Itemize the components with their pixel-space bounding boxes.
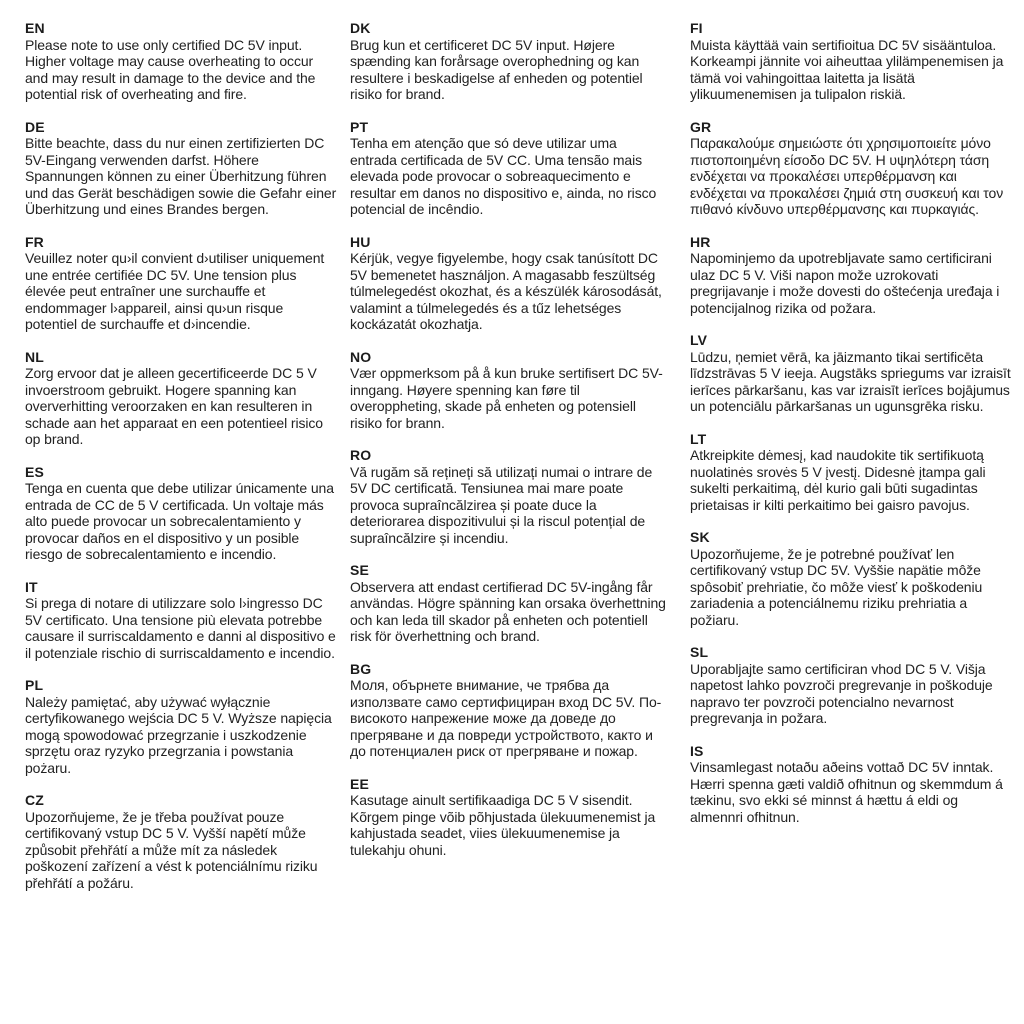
language-section-pl — [25, 677, 337, 776]
language-section-fi — [690, 20, 1012, 103]
warning-text: Please note to use only certified DC 5V input. Higher voltage may cause overheating to occur and may result in damage to the device and the potential risk of overheating and fire. — [25, 36, 316, 102]
warning-text: Kasutage ainult sertifikaadiga DC 5 V sisendit. Kõrgem pinge võib põhjustada ülekuumenemist ja kahjustada seadet, viies ülekuumenemise ja tulekahju ohuni. — [350, 792, 656, 858]
warning-column-1 — [25, 20, 337, 907]
language-code-label: HR — [690, 233, 711, 250]
warning-text: Vinsamlegast notaðu aðeins vottað DC 5V inntak. Hærri spenna gæti valdið ofhitnun og skemmdum á tækinu, svo ekki sé minnst á hættu á eldi og almennri ofhitnun. — [690, 759, 1003, 825]
language-code-label: FR — [25, 233, 44, 250]
language-section-se — [350, 562, 666, 645]
warning-text: Lūdzu, ņemiet vērā, ka jāizmanto tikai sertificēta līdzstrāvas 5 V ieeja. Augstāks spriegums var izraisīt ierīces pārkaršanu, kas var izraisīt ierīces bojājumus un potenciālu pārkaršanas un ugunsgrēka risku. — [690, 348, 1011, 414]
language-section-hu — [350, 234, 666, 333]
language-code-label: DE — [25, 118, 45, 135]
warning-text: Bitte beachte, dass du nur einen zertifizierten DC 5V-Eingang verwenden darfst. Höhere Spannungen können zu einer Überhitzung führen und das Gerät beschädigen sowie die Gefahr einer Überhitzung und eines Brandes bergen. — [25, 135, 337, 217]
warning-text: Muista käyttää vain sertifioitua DC 5V sisääntuloa. Korkeampi jännite voi aiheuttaa ylilämpenemisen ja tämä voi vahingoittaa laitetta ja lisätä ylikuumenemisen ja tulipalon riskiä. — [690, 36, 1004, 102]
language-code-label: PL — [25, 677, 44, 693]
warning-text: Observera att endast certifierad DC 5V-ingång får användas. Högre spänning kan orsaka överhettning och kan leda till skador på enheten och potentiell risk för överhettning och brand. — [350, 578, 666, 644]
language-section-lv — [690, 332, 1012, 415]
language-code-label: DK — [350, 20, 371, 36]
language-section-en — [25, 20, 337, 103]
language-code-label: PT — [350, 118, 369, 135]
language-code-label: IT — [25, 578, 38, 595]
language-section-nl — [25, 349, 337, 448]
warning-text: Veuillez noter qu›il convient d›utiliser uniquement une entrée certifiée DC 5V. Une tension plus élevée peut entraîner une surchauffe et endommager l›appareil, ainsi qu›un risque potentiel de surchauffe et d›incendie. — [25, 250, 325, 332]
language-section-sl — [690, 644, 1012, 727]
warning-text: Παρακαλούμε σημειώστε ότι χρησιμοποιείτε μόνο πιστοποιημένη είσοδο DC 5V. Η υψηλότερη τάση ενδέχεται να προκαλέσει υπερθέρμανση και ενδέχεται να προκαλέσει ζημιά στη συσκευή και τον πιθανό κίνδυνο υπερθέρμανσης και πυρκαγιάς. — [690, 135, 1004, 217]
language-code-label: IS — [690, 742, 704, 759]
language-code-label: GR — [690, 118, 712, 135]
warning-text: Vă rugăm să rețineți să utilizați numai o intrare de 5V DC certificată. Tensiunea mai mare poate provoca supraîncălzirea și poate duce la deteriorarea dispozitivului și la riscul potențial de supraîncălzire și incendiu. — [350, 463, 653, 546]
warning-text: Tenha em atenção que só deve utilizar uma entrada certificada de 5V CC. Uma tensão mais elevada pode provocar o sobreaquecimento e resultar em danos no dispositivo e, ainda, no risco potencial de incêndio. — [350, 135, 657, 217]
warning-text: Si prega di notare di utilizzare solo l›ingresso DC 5V certificato. Una tensione più elevata potrebbe causare il surriscaldamento e danni al dispositivo e il potenziale rischio di surriscaldamento e incendio. — [25, 595, 336, 661]
warning-text: Tenga en cuenta que debe utilizar únicamente una entrada de CC de 5 V certificada. Un voltaje más alto puede provocar un sobrecalentamiento y provocar daños en el dispositivo y un posible riesgo de sobrecalentamiento e incendio. — [25, 480, 334, 562]
language-code-label: EN — [25, 20, 45, 36]
warning-text: Napominjemo da upotrebljavate samo certificirani ulaz DC 5 V. Viši napon može uzrokovati pregrijavanje i može dovesti do oštećenja uređaja i potencijalnog rizika od požara. — [690, 250, 1000, 316]
language-section-gr — [690, 119, 1012, 218]
language-code-label: LT — [690, 430, 707, 447]
language-section-hr — [690, 234, 1012, 317]
warning-text: Моля, обърнете внимание, че трябва да използвате само сертифициран вход DC 5V. По-високото напрежение може да доведе до прегряване и да повреди устройството, както и до потенциален риск от прегряване и пожар. — [350, 677, 662, 759]
language-code-label: NO — [350, 348, 372, 365]
warning-text: Zorg ervoor dat je alleen gecertificeerde DC 5 V invoerstroom gebruikt. Hogere spanning kan oververhitting veroorzaken en kan resulteren in schade aan het apparaat en een potentieel risico op brand. — [25, 365, 323, 447]
warning-text: Uporabljajte samo certificiran vhod DC 5 V. Višja napetost lahko povzroči pregrevanje in poškoduje napravo ter povzroči potencialno nevarnost pregrevanja in požara. — [690, 660, 993, 726]
language-code-label: NL — [25, 348, 44, 365]
language-section-no — [350, 349, 666, 432]
language-section-dk — [350, 20, 666, 103]
language-section-cz — [25, 792, 337, 891]
language-section-is — [690, 743, 1012, 826]
language-code-label: SL — [690, 644, 709, 660]
warning-column-2 — [350, 20, 666, 874]
language-section-pt — [350, 119, 666, 218]
language-section-sk — [690, 529, 1012, 628]
language-section-es — [25, 464, 337, 563]
language-code-label: FI — [690, 20, 703, 36]
warning-text: Upozorňujeme, že je potrebné používať len certifikovaný vstup DC 5V. Vyššie napätie môže spôsobiť prehriatie, čo môže viesť k poškodeniu zariadenia a potenciálnemu riziku prehriatia a požiaru. — [690, 545, 983, 628]
language-code-label: BG — [350, 660, 372, 677]
warning-column-3 — [690, 20, 1012, 841]
language-code-label: ES — [25, 463, 44, 480]
language-code-label: EE — [350, 775, 369, 792]
language-section-fr — [25, 234, 337, 333]
language-section-ro — [350, 447, 666, 546]
language-code-label: SE — [350, 562, 369, 578]
language-code-label: CZ — [25, 792, 44, 808]
warning-text: Atkreipkite dėmesį, kad naudokite tik sertifikuotą nuolatinės srovės 5 V įvestį. Didesnė įtampa gali sukelti perkaitimą, dėl kurio gali būti sugadintas prietaisas ir kilti perkaitimo bei gaisro pavojus. — [690, 447, 986, 513]
language-section-bg — [350, 661, 666, 760]
language-section-de — [25, 119, 337, 218]
language-section-lt — [690, 431, 1012, 514]
warning-text: Brug kun et certificeret DC 5V input. Højere spænding kan forårsage overophedning og kan resultere i beskadigelse af enheden og potentiel risiko for brand. — [350, 36, 643, 102]
language-code-label: HU — [350, 233, 371, 250]
warning-text: Należy pamiętać, aby używać wyłącznie certyfikowanego wejścia DC 5 V. Wyższe napięcia mogą spowodować przegrzanie i uszkodzenie sprzętu oraz ryzyko przegrzania i powstania pożaru. — [25, 693, 332, 776]
language-section-it — [25, 579, 337, 662]
language-code-label: RO — [350, 447, 372, 463]
language-section-ee — [350, 776, 666, 859]
warning-text: Vær oppmerksom på å kun bruke sertifisert DC 5V-inngang. Høyere spenning kan føre til overoppheting, skade på enheten og potensiell risiko for brann. — [350, 365, 663, 431]
warning-text: Kérjük, vegye figyelembe, hogy csak tanúsított DC 5V bemenetet használjon. A magasabb feszültség túlmelegedést okozhat, és a készülék károsodását, valamint a túlmelegedés és a tűz lehetséges kockázatát okozhatja. — [350, 250, 662, 332]
language-code-label: LV — [690, 332, 708, 348]
language-code-label: SK — [690, 529, 710, 545]
warning-text: Upozorňujeme, že je třeba používat pouze certifikovaný vstup DC 5 V. Vyšší napětí může způsobit přehřátí a může mít za následek poškození zařízení a vést k potenciálnímu riziku přehřátí a požáru. — [25, 808, 318, 891]
